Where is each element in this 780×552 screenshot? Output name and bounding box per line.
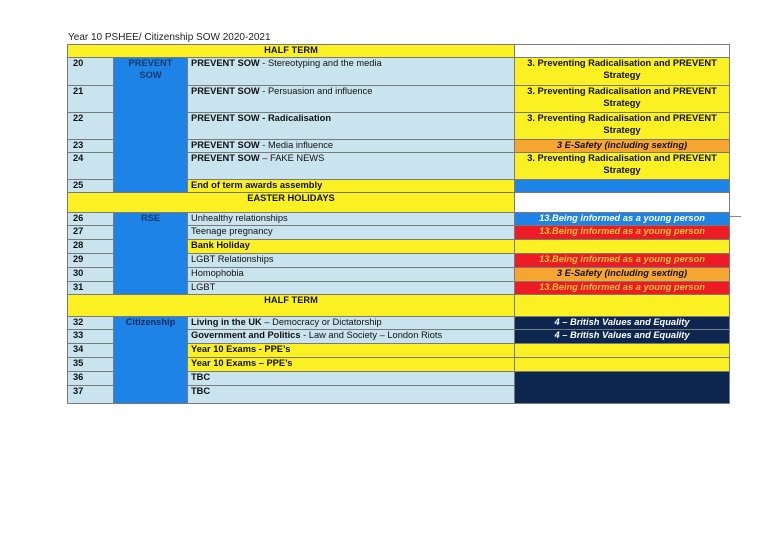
week-number: 37 [68, 386, 114, 404]
document-title: Year 10 PSHEE/ Citizenship SOW 2020-2021 [68, 32, 271, 43]
week-number: 23 [68, 140, 114, 153]
week-number: 27 [68, 226, 114, 240]
topic-cell: Year 10 Exams - PPE’s [188, 344, 515, 358]
week-number: 24 [68, 153, 114, 180]
topic-cell: LGBT [188, 282, 515, 295]
outcome-cell: 3 E-Safety (including sexting) [515, 268, 730, 282]
outcome-cell [515, 193, 730, 213]
topic-cell: PREVENT SOW – FAKE NEWS [188, 153, 515, 180]
outcome-cell: 4 – British Values and Equality [515, 330, 730, 344]
category-prevent-sow: PREVENT SOW [114, 58, 188, 193]
easter-holidays-label: EASTER HOLIDAYS [68, 193, 515, 213]
topic-cell: Unhealthy relationships [188, 213, 515, 226]
half-term-label: HALF TERM [68, 295, 515, 317]
topic-cell: Government and Politics - Law and Society – London Riots [188, 330, 515, 344]
week-number: 30 [68, 268, 114, 282]
category-rse: RSE [114, 213, 188, 295]
week-number: 28 [68, 240, 114, 254]
topic-cell: PREVENT SOW - Radicalisation [188, 113, 515, 140]
topic-cell: LGBT Relationships [188, 254, 515, 268]
easter-holidays-row [68, 193, 730, 213]
week-number: 22 [68, 113, 114, 140]
outcome-cell [515, 180, 730, 193]
half-term-label: HALF TERM [68, 45, 515, 58]
outcome-cell: 13.Being informed as a young person [515, 226, 730, 240]
outcome-cell: 3. Preventing Radicalisation and PREVENT Strategy [515, 153, 730, 180]
topic-cell: TBC [188, 386, 515, 404]
stray-line [729, 216, 741, 217]
outcome-cell: 4 – British Values and Equality [515, 317, 730, 330]
topic-cell: TBC [188, 372, 515, 386]
half-term-row [68, 45, 730, 58]
half-term-row [68, 295, 730, 317]
sow-table [67, 44, 730, 404]
outcome-cell: 3. Preventing Radicalisation and PREVENT Strategy [515, 58, 730, 86]
topic-cell: Living in the UK – Democracy or Dictatorship [188, 317, 515, 330]
week-number: 32 [68, 317, 114, 330]
outcome-cell [515, 358, 730, 372]
outcome-cell: 3. Preventing Radicalisation and PREVENT Strategy [515, 86, 730, 113]
week-number: 26 [68, 213, 114, 226]
topic-cell: Bank Holiday [188, 240, 515, 254]
outcome-cell: 13.Being informed as a young person [515, 213, 730, 226]
week-number: 35 [68, 358, 114, 372]
week-number: 20 [68, 58, 114, 86]
topic-cell: End of term awards assembly [188, 180, 515, 193]
outcome-cell: 3. Preventing Radicalisation and PREVENT Strategy [515, 113, 730, 140]
week-number: 33 [68, 330, 114, 344]
outcome-cell [515, 240, 730, 254]
table-row [68, 58, 730, 86]
outcome-cell: 13.Being informed as a young person [515, 254, 730, 268]
outcome-cell [515, 45, 730, 58]
week-number: 34 [68, 344, 114, 358]
week-number: 21 [68, 86, 114, 113]
topic-cell: Year 10 Exams – PPE’s [188, 358, 515, 372]
topic-cell: PREVENT SOW - Media influence [188, 140, 515, 153]
topic-cell: Teenage pregnancy [188, 226, 515, 240]
outcome-cell [515, 372, 730, 404]
outcome-cell [515, 344, 730, 358]
table-row [68, 213, 730, 226]
topic-cell: PREVENT SOW - Persuasion and influence [188, 86, 515, 113]
outcome-cell: 13.Being informed as a young person [515, 282, 730, 295]
week-number: 25 [68, 180, 114, 193]
table-row [68, 317, 730, 330]
outcome-cell: 3 E-Safety (including sexting) [515, 140, 730, 153]
category-citizenship: Citizenship [114, 317, 188, 404]
topic-cell: PREVENT SOW - Stereotyping and the media [188, 58, 515, 86]
outcome-cell [515, 295, 730, 317]
week-number: 36 [68, 372, 114, 386]
week-number: 31 [68, 282, 114, 295]
week-number: 29 [68, 254, 114, 268]
topic-cell: Homophobia [188, 268, 515, 282]
